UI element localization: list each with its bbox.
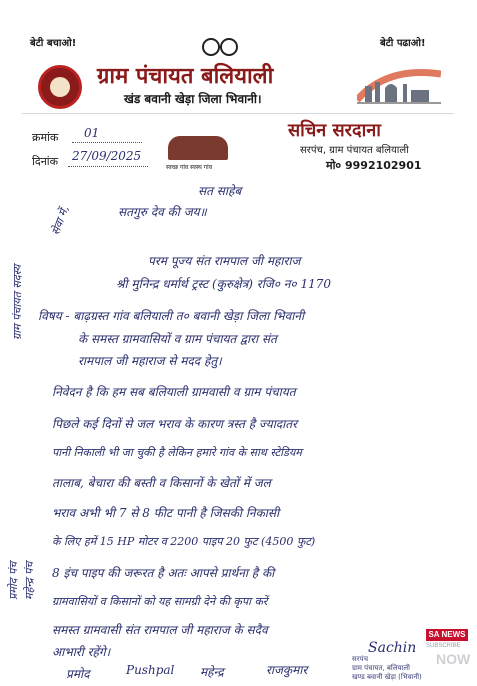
center-logo-caption: स्वच्छ गांव स्वस्थ गांव — [166, 164, 213, 171]
sign-name-4: राजकुमार — [266, 663, 308, 677]
sarpanch-mobile: मो० 9992102901 — [326, 159, 422, 172]
panchayat-emblem-icon — [38, 65, 82, 109]
krmank-label: क्रमांक — [32, 131, 59, 144]
krmank-value: 01 — [84, 126, 100, 140]
margin-note-3: महेन्द्र पंच — [23, 561, 36, 600]
header-divider — [22, 113, 454, 114]
margin-note-2: प्रमोद पंच — [7, 561, 20, 600]
seva-mein: सेवा में, — [48, 204, 72, 237]
dinank-value: 27/09/2025 — [72, 149, 142, 163]
salutation: सतगुरु देव की जय॥ — [118, 205, 207, 219]
body-line-5: भराव अभी भी 7 से 8 फीट पानी है जिसकी निकासी — [52, 506, 280, 520]
body-line-3: पानी निकाली भी जा चुकी है लेकिन हमारे गांव के साथ स्टेडियम — [52, 446, 302, 459]
margin-note-1: ग्राम पंचायत सदस्य — [11, 264, 24, 340]
subject-line-2: के समस्त ग्रामवासियों व ग्राम पंचायत द्वारा संत — [78, 332, 277, 346]
stamp-line-3: खण्ड बवानी खेड़ा (भिवानी) — [352, 673, 422, 681]
sign-name-3: महेन्द्र — [200, 665, 224, 679]
body-line-1: निवेदन है कि हम सब बलियाली ग्रामवासी व ग्राम पंचायत — [52, 385, 296, 399]
body-line-10: आभारी रहेंगे। — [52, 645, 111, 659]
swachh-bharat-glasses-icon — [197, 36, 243, 58]
slogan-left: बेटी बचाओ! — [30, 38, 77, 49]
monument-skyline-icon — [357, 60, 441, 106]
watermark-channel: SUBSCRIBE — [426, 643, 461, 649]
letter-heading: सत साहेब — [198, 184, 242, 198]
sarpanch-title: सरपंच, ग्राम पंचायत बलियाली — [300, 145, 409, 156]
body-line-8: ग्रामवासियों व किसानों को यह सामग्री देने की कृपा करें — [52, 595, 268, 608]
sarpanch-name: सचिन सरदाना — [288, 120, 381, 141]
sarpanch-signature: Sachin — [368, 640, 417, 656]
sign-name-2: Pushpal — [126, 663, 175, 677]
slogan-right: बेटी पढाओ! — [380, 38, 426, 49]
body-line-2: पिछले कई दिनों से जल भराव के कारण त्रस्त है ज्यादातर — [52, 417, 298, 431]
body-line-9: समस्त ग्रामवासी संत रामपाल जी महाराज के सदैव — [52, 623, 268, 637]
panchayat-subtitle: खंड बवानी खेड़ा जिला भिवानी। — [124, 92, 262, 106]
recipient-line-1: परम पूज्य संत रामपाल जी महाराज — [148, 254, 301, 268]
sign-name-1: प्रमोद — [66, 667, 90, 681]
recipient-line-2: श्री मुनिन्द्र धर्मार्थ ट्रस्ट (कुरुक्षेत्र) रजि० न० 1170 — [116, 277, 332, 291]
subject-line-1: विषय - बाढ़ग्रस्त गांव बलियाली त० बवानी खेड़ा जिला भिवानी — [38, 309, 305, 323]
watermark-overlay: NOW — [436, 651, 471, 667]
swachh-gaon-logo-icon — [168, 136, 228, 160]
body-line-7: 8 इंच पाइप की जरूरत है अतः आपसे प्रार्थना है की — [52, 566, 275, 580]
stamp-line-2: ग्राम पंचायत, बलियाली — [352, 664, 410, 672]
body-line-4: तालाब, बेचारा की बस्ती व किसानों के खेतों में जल — [52, 476, 271, 490]
stamp-line-1: सरपंच — [352, 655, 369, 663]
dinank-label: दिनांक — [32, 155, 59, 168]
subject-line-3: रामपाल जी महाराज से मदद हेतु। — [78, 354, 222, 368]
panchayat-title: ग्राम पंचायत बलियाली — [97, 64, 274, 89]
sarpanch-stamp — [352, 655, 422, 682]
body-line-6: के लिए हमें 15 HP मोटर व 2200 पाइप 20 फुट (4500 फुट) — [52, 535, 316, 548]
sa-news-badge: SA NEWS — [426, 629, 468, 641]
